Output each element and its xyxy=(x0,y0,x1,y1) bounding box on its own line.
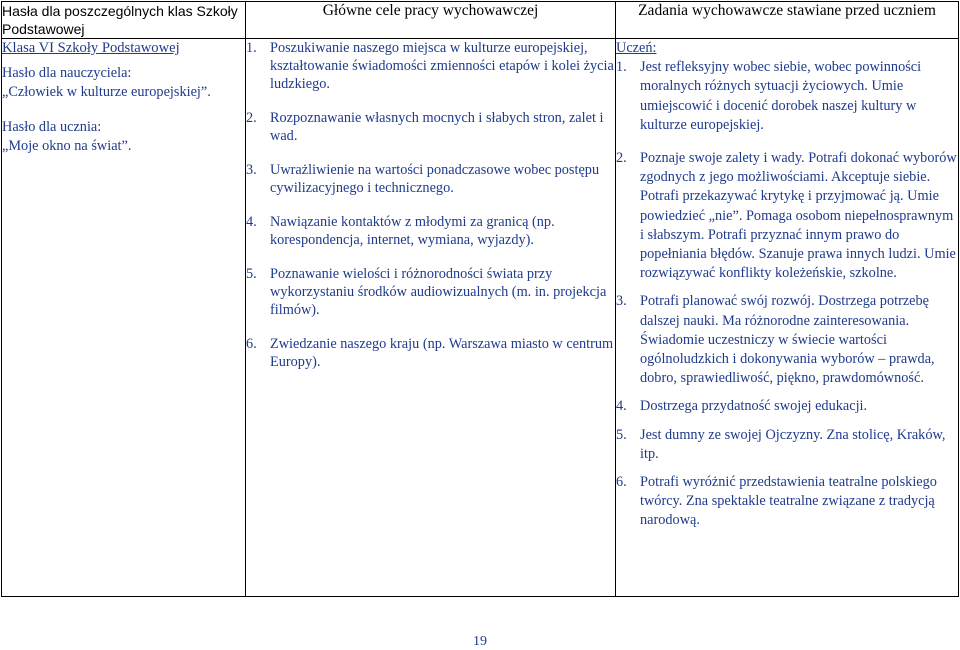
goal-item xyxy=(246,39,615,93)
goal-item xyxy=(246,265,615,319)
task-text: Dostrzega przydatność swojej edukacji. xyxy=(640,398,868,415)
goal-number: 2. xyxy=(246,110,257,126)
goal-item xyxy=(246,161,615,197)
task-number: 5. xyxy=(616,426,627,443)
goal-item xyxy=(246,335,615,371)
task-number: 4. xyxy=(616,398,627,415)
student-motto-label: Hasło dla ucznia: xyxy=(2,119,102,135)
task-item xyxy=(616,397,958,416)
header-main-goals: Główne cele pracy wychowawczej xyxy=(246,2,616,39)
task-item xyxy=(616,149,958,283)
goal-text: Rozpoznawanie własnych mocnych i słabych stron, zalet i wad. xyxy=(270,110,604,144)
task-text: Poznaje swoje zalety i wady. Potrafi dokonać wyborów zgodnych z jego możliwościami. Akceptuje siebie. Potrafi przekazywać krytykę i przyjmować ją. Umie powiedzieć „nie”. Pomaga osobom niepełnosprawnym i słabszym. Potrafi przyznać innym prawo do popełniania błędów. Szanuje prawa innych ludzi. Umie rozwiązywać konflikty koleżeńskie, szkolne. xyxy=(640,150,957,282)
goal-number: 4. xyxy=(246,214,257,230)
goal-item xyxy=(246,109,615,145)
class-title: Klasa VI Szkoły Podstawowej xyxy=(2,40,180,56)
goal-text: Poszukiwanie naszego miejsca w kulturze europejskiej, kształtowanie świadomości zmienności etapów i kolei życia ludzkiego. xyxy=(270,40,614,92)
goal-text: Nawiązanie kontaktów z młodymi za granicą (np. korespondencja, internet, wymiana, wyjazdy). xyxy=(270,214,555,248)
goal-number: 3. xyxy=(246,162,257,178)
goal-number: 5. xyxy=(246,266,257,282)
task-number: 6. xyxy=(616,474,627,491)
goal-number: 1. xyxy=(246,40,257,56)
goal-text: Zwiedzanie naszego kraju (np. Warszawa miasto w centrum Europy). xyxy=(270,336,614,370)
task-item xyxy=(616,292,958,388)
goal-item xyxy=(246,213,615,249)
goal-text: Poznawanie wielości i różnorodności świata przy wykorzystaniu środków audiowizualnych (m. in. projekcja filmów). xyxy=(270,266,607,318)
goal-text: Uwrażliwienie na wartości ponadczasowe wobec postępu cywilizacyjnego i technicznego. xyxy=(270,162,600,196)
task-number: 1. xyxy=(616,59,627,76)
task-item xyxy=(616,58,958,135)
student-label: Uczeń: xyxy=(616,40,657,56)
tasks-cell xyxy=(616,39,959,597)
task-text: Potrafi planować swój rozwój. Dostrzega potrzebę dalszej nauki. Ma różnorodne zainteresowania. Świadomie uczestniczy w świecie wartości ogólnoludzkich i dokonywania wyborów – prawda, dobro, sprawiedliwość, piękno, prawdomówność. xyxy=(640,293,935,387)
task-number: 3. xyxy=(616,293,627,310)
curriculum-table xyxy=(1,1,959,597)
task-text: Jest dumny ze swojej Ojczyzny. Zna stolicę, Kraków, itp. xyxy=(640,426,946,462)
goals-cell xyxy=(246,39,616,597)
task-item xyxy=(616,426,958,464)
student-motto: „Moje okno na świat”. xyxy=(2,138,132,154)
header-class-mottos: Hasła dla poszczególnych klas Szkoły Podstawowej xyxy=(2,2,246,39)
task-number: 2. xyxy=(616,150,627,167)
task-text: Potrafi wyróżnić przedstawienia teatralne polskiego twórcy. Zna spektakle teatralne związane z tradycją narodową. xyxy=(640,474,937,529)
teacher-motto-label: Hasło dla nauczyciela: xyxy=(2,65,132,81)
content-row xyxy=(2,39,959,597)
teacher-motto: „Człowiek w kulturze europejskiej”. xyxy=(2,84,211,100)
header-row xyxy=(2,2,959,39)
page-number: 19 xyxy=(473,634,487,649)
task-text: Jest refleksyjny wobec siebie, wobec powinności moralnych różnych sytuacji życiowych. Umie umiejscowić i docenić dorobek naszej kultury w kulturze europejskiej. xyxy=(640,59,922,133)
task-item xyxy=(616,473,958,531)
header-student-tasks: Zadania wychowawcze stawiane przed uczniem xyxy=(616,2,959,39)
class-mottos-cell xyxy=(2,39,246,597)
goal-number: 6. xyxy=(246,336,257,352)
